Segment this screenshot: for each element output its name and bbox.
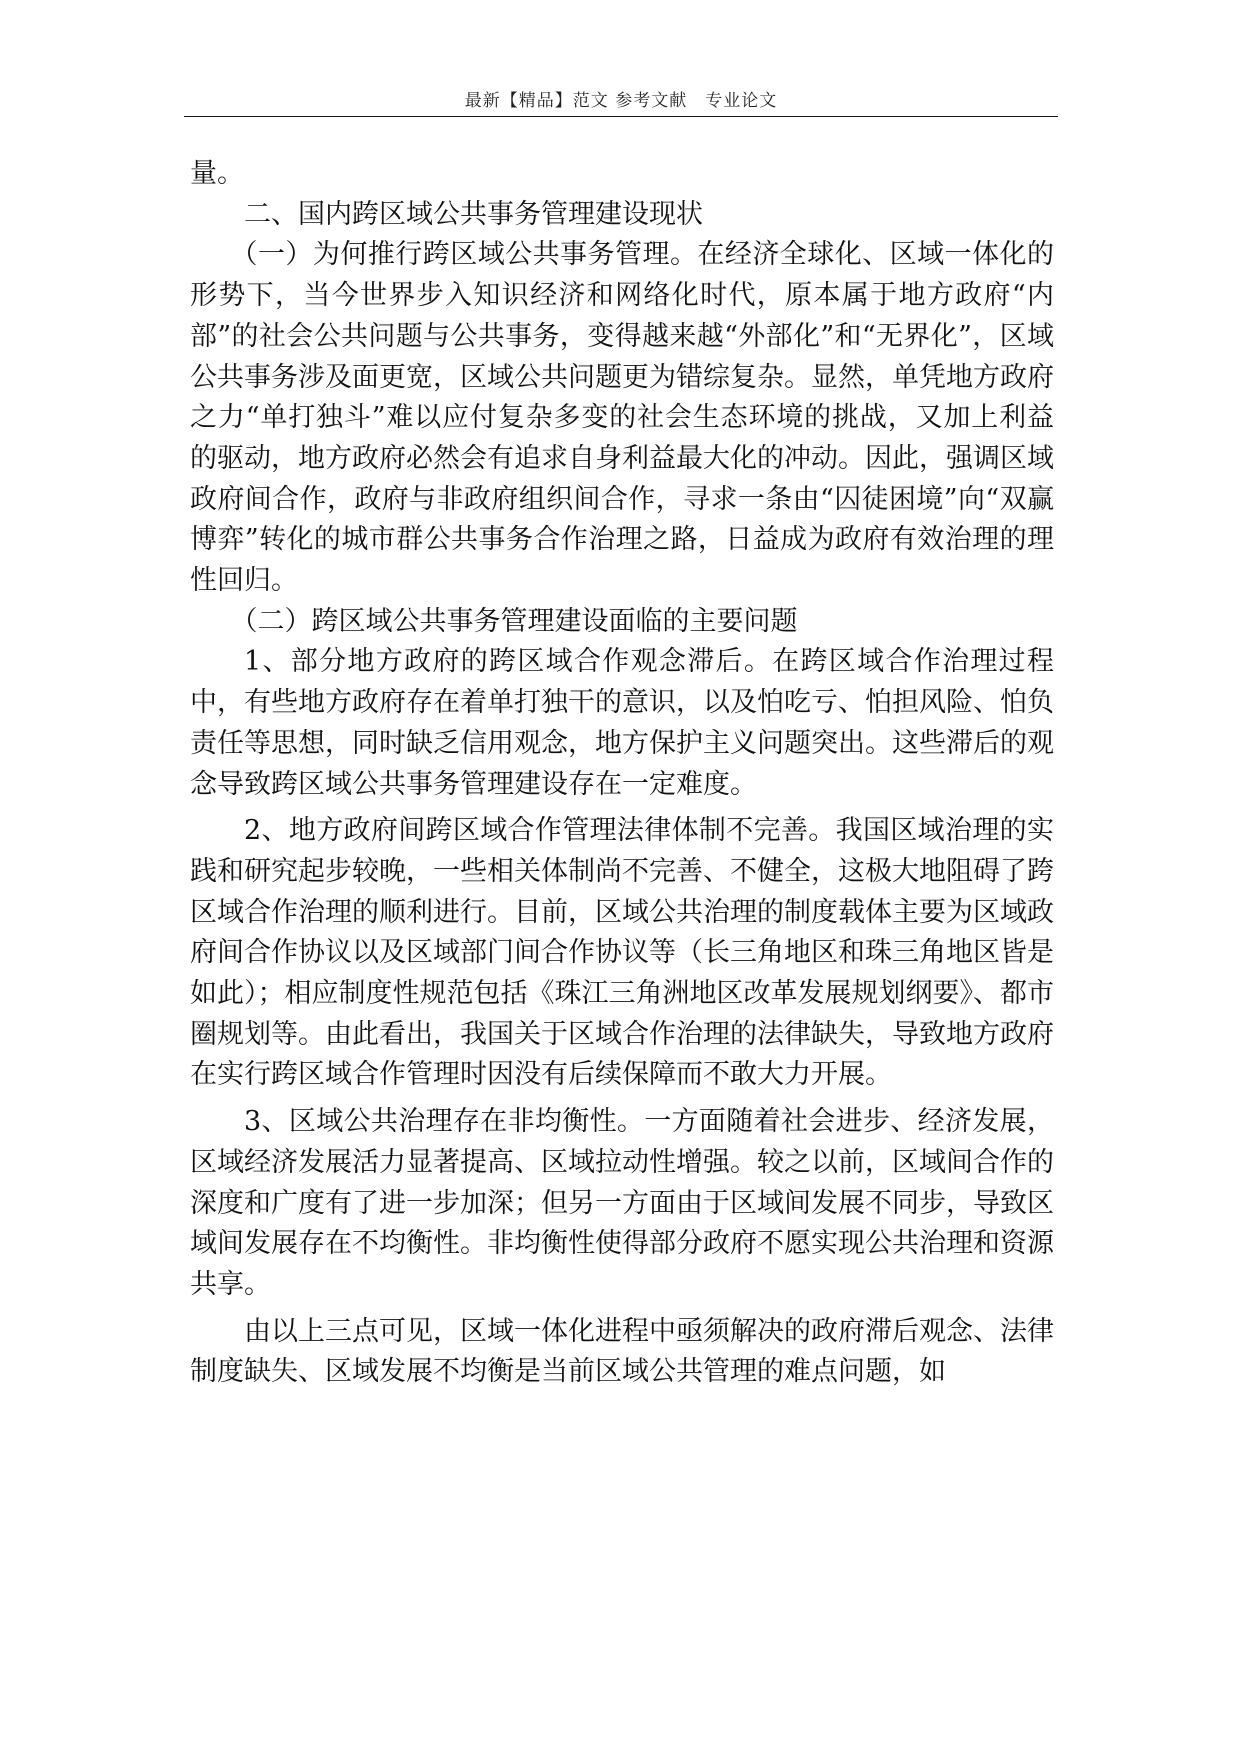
document-body [190, 154, 1054, 1393]
paragraph-problem-2: 2、地方政府间跨区域合作管理法律体制不完善。我国区域治理的实践和研究起步较晚，一些相关体制尚不完善、不健全，这极大地阻碍了跨区域合作治理的顺利进行。目前，区域公共治理的制度载体主要为区域政府间合作协议以及区域部门间合作协议等（长三角地区和珠三角地区皆是如此）；相应制度性规范包括《珠江三角洲地区改革发展规划纲要》、都市圈规划等。由此看出，我国关于区域合作治理的法律缺失，导致地方政府在实行跨区域合作管理时因没有后续保障而不敢大力开展。 [190, 815, 1054, 1091]
paragraph-continuation: 量。 [190, 158, 244, 189]
subsection-heading-problems: （二）跨区域公共事务管理建设面临的主要问题 [230, 605, 798, 637]
paragraph-conclusion: 由以上三点可见，区域一体化进程中亟须解决的政府滞后观念、法律制度缺失、区域发展不均衡是当前区域公共管理的难点问题，如 [190, 1315, 1054, 1388]
section-heading: 二、国内跨区域公共事务管理建设现状 [244, 198, 703, 230]
page-header: 最新【精品】范文 参考文献 专业论文 [464, 91, 778, 111]
paragraph-problem-3: 3、区域公共治理存在非均衡性。一方面随着社会进步、经济发展，区域经济发展活力显著提高、区域拉动性增强。较之以前，区域间合作的深度和广度有了进一步加深；但另一方面由于区域间发展不同步，导致区域间发展存在不均衡性。非均衡性使得部分政府不愿实现公共治理和资源共享。 [190, 1106, 1054, 1300]
paragraph-why-cross-region: （一）为何推行跨区域公共事务管理。在经济全球化、区域一体化的形势下，当今世界步入知识经济和网络化时代，原本属于地方政府“内部”的社会公共问题与公共事务，变得越来越“外部化”和“无界化”，区域公共事务涉及面更宽，区域公共问题更为错综复杂。显然，单凭地方政府之力“单打独斗”难以应付复杂多变的社会生态环境的挑战，又加上利益的驱动，地方政府必然会有追求自身利益最大化的冲动。因此，强调区域政府间合作，政府与非政府组织间合作，寻求一条由“囚徒困境”向“双赢博弈”转化的城市群公共事务合作治理之路，日益成为政府有效治理的理性回归。 [190, 239, 1054, 597]
paragraph-problem-1: 1、部分地方政府的跨区域合作观念滞后。在跨区域合作治理过程中，有些地方政府存在着单打独干的意识，以及怕吃亏、怕担风险、怕负责任等思想，同时缺乏信用观念，地方保护主义问题突出。这些滞后的观念导致跨区域公共事务管理建设存在一定难度。 [190, 646, 1054, 800]
header-divider [184, 116, 1058, 117]
